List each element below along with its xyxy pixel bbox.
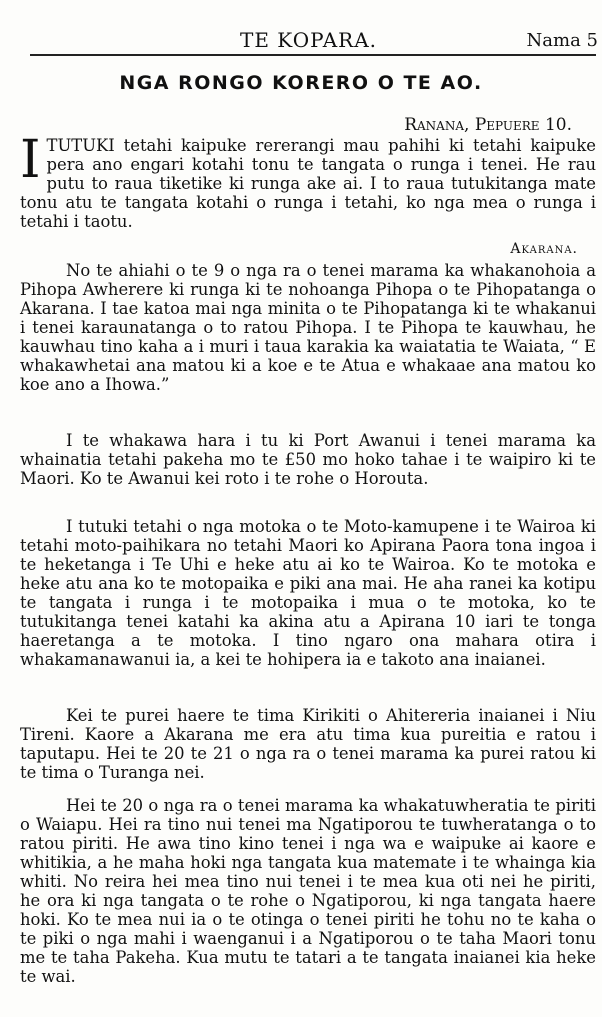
article-paragraph	[20, 130, 596, 231]
publication-title: TE KOPARA.	[240, 28, 378, 52]
dateline: Ranana, Pepuere 10.	[404, 115, 572, 135]
article-paragraph: Kei te purei haere te tima Kirikiti o Ahitereria inaianei i Niu Tireni. Kaore a Akarana me era atu tima kua pureitia e ratou i taputapu. Hei te 20 te 21 o nga ra o tenei marama ka purei ratou ki te tima o Turanga nei.	[20, 706, 596, 782]
page-number: Nama 5	[526, 30, 598, 51]
location-heading: Akarana.	[510, 241, 578, 257]
article-paragraph: Hei te 20 o nga ra o tenei marama ka whakatuwheratia te piriti o Waiapu. Hei ra tino nui tenei ma Ngatiporou te tuwheratanga o to ratou piriti. He awa tino kino tenei i nga wa e waipuke ai kaore e whitikia, a he maha hoki nga tangata kua matemate i te whainga kia whiti. No reira hei mea tino nui tenei i te mea kua oti nei he piriti, he ora ki nga tangata o te rohe o Ngatiporou, ki nga tangata haere hoki. Ko te mea nui ia o te otinga o tenei piriti he tohu no te kaha o te piki o nga mahi i waenganui i a Ngatiporou o te taha Maori tonu me te taha Pakeha. Kua mutu te tatari a te tangata inaianei kia heke te wai.	[20, 796, 596, 986]
article-paragraph: No te ahiahi o te 9 o nga ra o tenei marama ka whakanohoia a Pihopa Awherere ki runga ki te nohoanga Pihopa o te Pihopatanga o Akarana. I tae katoa mai nga minita o te Pihopatanga ki te whakanui i tenei karaunatanga o to ratou Pihopa. I te Pihopa te kauwhau, he kauwhau tino kaha a i muri i taua karakia ka waiatatia te Waiata, “ E whakawhetai ana matou ki a koe e te Atua e whakaae ana matou ko koe ano a Ihowa.”	[20, 261, 596, 394]
drop-cap: I	[20, 130, 41, 190]
article-text: TUTUKI tetahi kaipuke rererangi mau pahihi ki tetahi kaipuke pera ano engari kotahi tonu te tangata o runga i tenei. He rau putu to raua tiketike ki runga ake ai. I to raua tutukitanga mate tonu atu te tangata kotahi o runga i tetahi, ko nga mea o runga i tetahi i taotu.	[20, 136, 596, 231]
article-paragraph: I tutuki tetahi o nga motoka o te Moto-kamupene i te Wairoa ki tetahi moto-paihikara no tetahi Maori ko Apirana Paora tona ingoa i te heketanga i Te Uhi e heke atu ai ko te Wairoa. Ko te motoka e heke atu ana ko te motopaika e piki ana mai. He aha ranei ka kotipu te tangata i runga i te motopaika i mua o te motoka, ko te tutukitanga tenei katahi ka akina atu a Apirana 10 iari te tonga haeretanga a te motoka. I tino ngaro ona mahara otira i whakamanawanui ia, a kei te hohipera ia e takoto ana inaianei.	[20, 517, 596, 669]
section-headline: NGA RONGO KORERO O TE AO.	[119, 72, 483, 94]
article-paragraph: I te whakawa hara i tu ki Port Awanui i tenei marama ka whainatia tetahi pakeha mo te £50 mo hoko tahae i te waipiro ki te Maori. Ko te Awanui kei roto i te rohe o Horouta.	[20, 431, 596, 488]
header-rule	[30, 54, 596, 56]
